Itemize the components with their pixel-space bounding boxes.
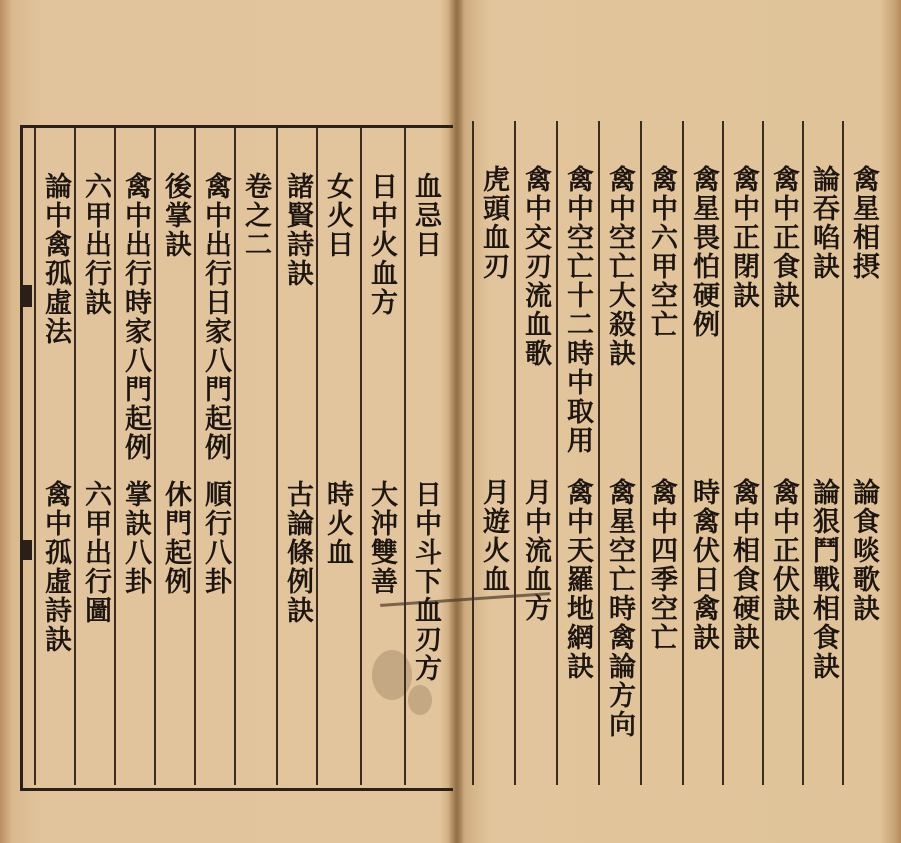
left_page-column-10-top-entry: 血忌日	[410, 172, 441, 259]
left_page-column-5-bottom-entry: 順行八卦	[200, 480, 231, 596]
right_page-column-8-bottom-entry: 禽中天羅地網訣	[562, 478, 593, 681]
left_page-column-1-top-entry: 論中禽孤虛法	[40, 172, 71, 346]
right_page-column-rule	[722, 121, 724, 785]
left_page-column-2-top-entry: 六甲出行訣	[80, 172, 111, 317]
right_page-column-2-bottom-entry: 論狠鬥戰相食訣	[808, 478, 839, 681]
ink-smudge	[372, 650, 412, 700]
right_page-column-9-bottom-entry: 月中流血方	[520, 478, 551, 623]
right_page-column-rule	[842, 121, 844, 785]
left_page-column-8-top-entry: 女火日	[322, 172, 353, 259]
left_page-column-rule	[74, 128, 76, 785]
left_page-column-rule	[234, 128, 236, 785]
left_page-column-3-bottom-entry: 掌訣八卦	[120, 480, 151, 596]
right_page-column-7-top-entry: 禽中空亡大殺訣	[604, 165, 635, 368]
right_page-column-10-top-entry: 虎頭血刃	[478, 165, 509, 281]
left_page-column-3-top-entry: 禽中出行時家八門起例	[120, 172, 151, 462]
right_page-column-1-bottom-entry: 論食啖歌訣	[848, 478, 879, 623]
right_page-column-5-top-entry: 禽星畏怕硬例	[688, 165, 719, 339]
left_page-column-4-bottom-entry: 休門起例	[160, 480, 191, 596]
right_page-column-3-bottom-entry: 禽中正伏訣	[768, 478, 799, 623]
left_page-column-rule	[114, 128, 116, 785]
left-page-ear-mark	[20, 540, 32, 560]
right_page-column-5-bottom-entry: 時禽伏日禽訣	[688, 478, 719, 652]
ink-smudge	[408, 685, 432, 715]
right_page-column-3-top-entry: 禽中正食訣	[768, 165, 799, 310]
right_page-column-rule	[514, 121, 516, 785]
left_page-column-rule	[404, 128, 406, 785]
left_page-column-rule	[34, 128, 36, 785]
right_page-column-2-top-entry: 論吞啗訣	[808, 165, 839, 281]
left_page-column-9-bottom-entry: 大沖雙善	[366, 480, 397, 596]
left_page-column-9-top-entry: 日中火血方	[366, 172, 397, 317]
left_page-column-2-bottom-entry: 六甲出行圖	[80, 480, 111, 625]
right_page-column-rule	[802, 121, 804, 785]
right_page-column-4-bottom-entry: 禽中相食硬訣	[728, 478, 759, 652]
right_page-column-rule	[682, 121, 684, 785]
right-page	[458, 0, 901, 843]
right_page-column-6-bottom-entry: 禽中四季空亡	[646, 478, 677, 652]
left_page-column-rule	[276, 128, 278, 785]
right_page-column-10-bottom-entry: 月遊火血	[478, 478, 509, 594]
right_page-column-rule	[556, 121, 558, 785]
left_page-column-rule	[194, 128, 196, 785]
left_page-column-6-top-entry: 卷之二	[240, 172, 271, 259]
left_page-column-1-bottom-entry: 禽中孤虛詩訣	[40, 480, 71, 654]
right_page-column-rule	[472, 121, 474, 785]
right_page-column-rule	[598, 121, 600, 785]
right_page-column-6-top-entry: 禽中六甲空亡	[646, 165, 677, 339]
left-page-ear-mark	[20, 285, 32, 307]
left_page-column-8-bottom-entry: 時火血	[322, 480, 353, 567]
right_page-column-8-top-entry: 禽中空亡十二時中取用	[562, 165, 593, 455]
right_page-column-4-top-entry: 禽中正閉訣	[728, 165, 759, 310]
left_page-column-rule	[360, 128, 362, 785]
left_page-column-5-top-entry: 禽中出行日家八門起例	[200, 172, 231, 462]
left_page-column-10-bottom-entry: 日中斗下血刃方	[410, 480, 441, 683]
right_page-column-rule	[640, 121, 642, 785]
left_page-column-7-top-entry: 諸賢詩訣	[282, 172, 313, 288]
left_page-column-4-top-entry: 後掌訣	[160, 172, 191, 259]
right_page-column-9-top-entry: 禽中交刃流血歌	[520, 165, 551, 368]
right_page-column-7-bottom-entry: 禽星空亡時禽論方向	[604, 478, 635, 739]
right_page-column-rule	[762, 121, 764, 785]
left_page-column-rule	[154, 128, 156, 785]
left_page-column-7-bottom-entry: 古論條例訣	[282, 480, 313, 625]
left_page-column-rule	[316, 128, 318, 785]
right_page-column-1-top-entry: 禽星相摂	[848, 165, 879, 281]
